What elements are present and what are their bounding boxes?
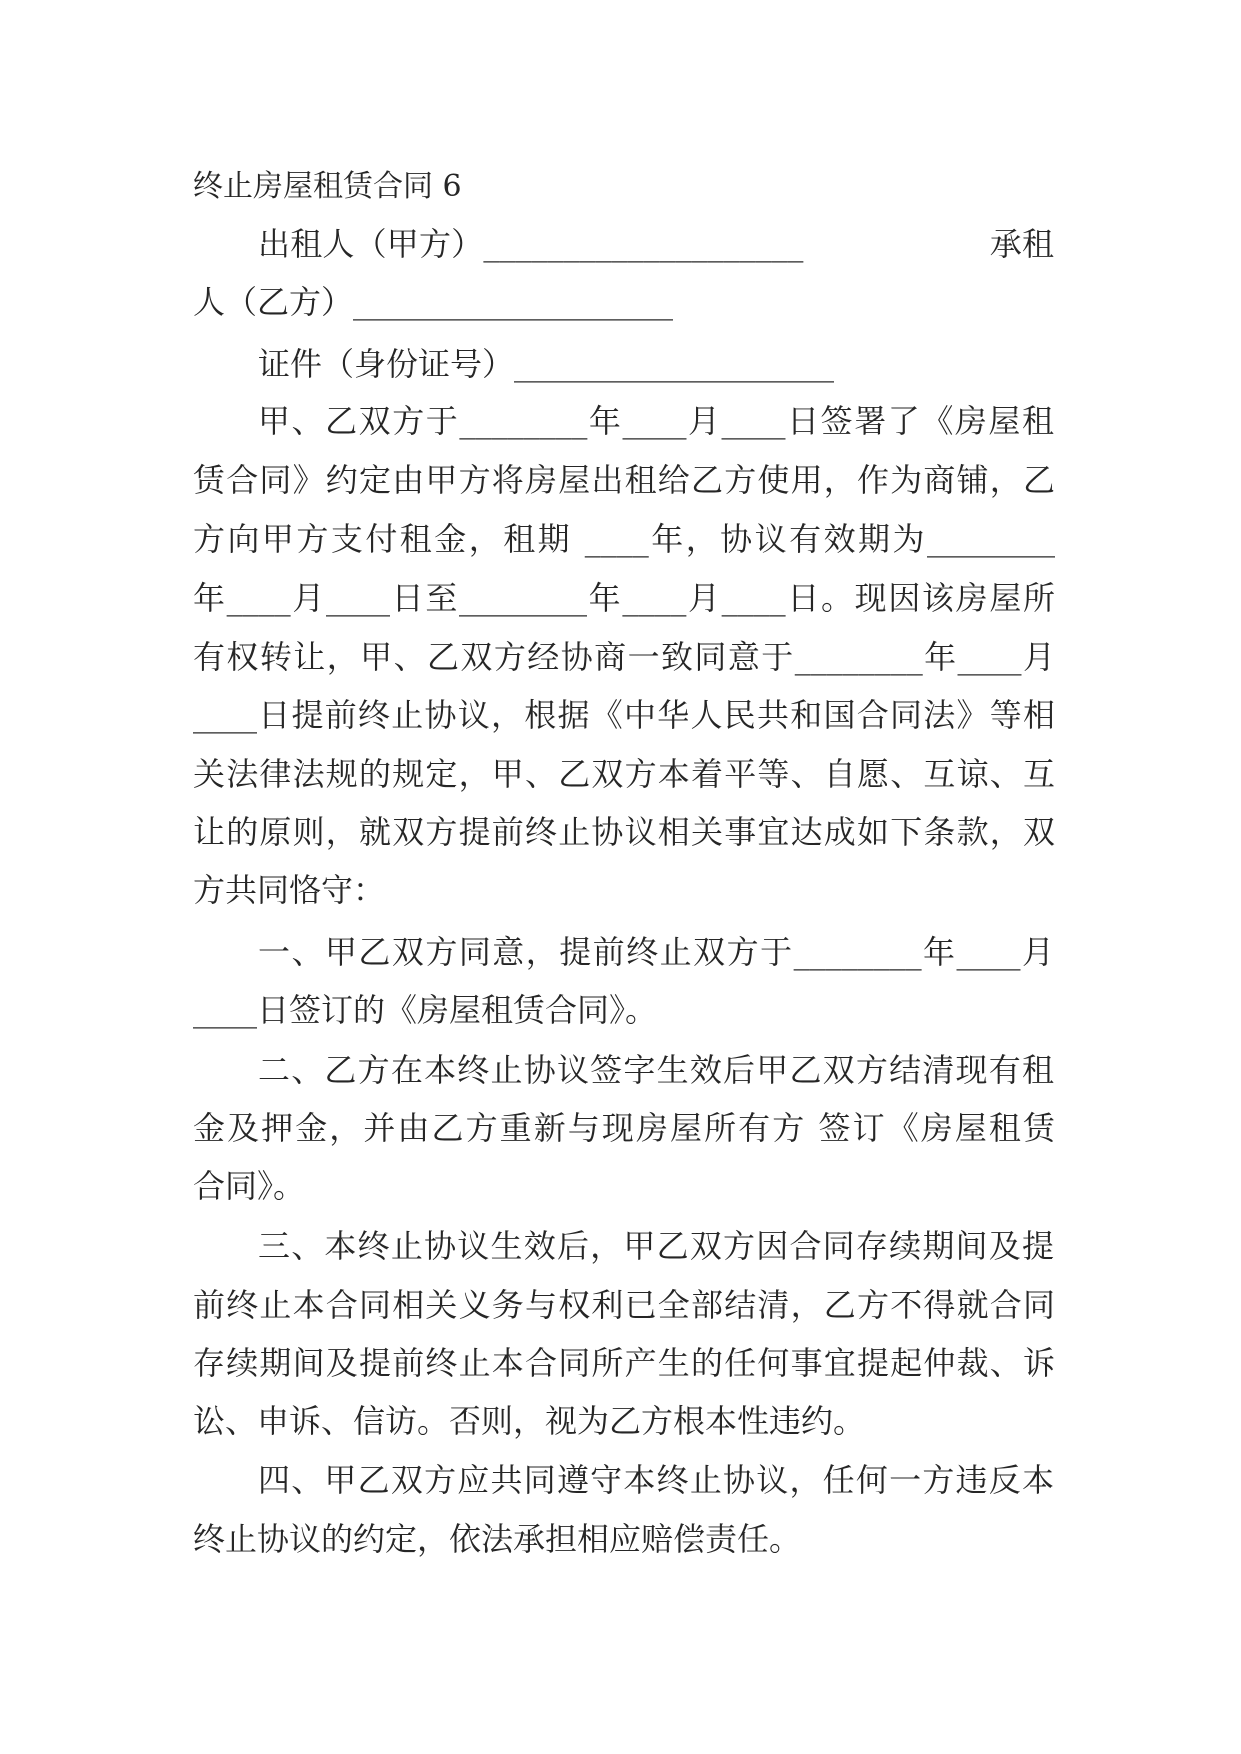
party-b-line: 人（乙方）____________________ <box>193 283 674 321</box>
clause-4-line: 终止协议的约定，依法承担相应赔偿责任。 <box>193 1520 802 1558</box>
clause-2-line: 金及押金，并由乙方重新与现房屋所有方 签订《房屋租赁 <box>193 1109 1055 1147</box>
document-title: 终止房屋租赁合同 6 <box>193 169 462 204</box>
body-line: 方共同恪守： <box>193 871 386 909</box>
party-a-line: 出租人（甲方）____________________ 承租 <box>258 225 1054 263</box>
id-number-line: 证件（身份证号）____________________ <box>258 345 835 383</box>
body-line: 让的原则，就双方提前终止协议相关事宜达成如下条款，双 <box>193 813 1055 851</box>
body-line: 年____月____日至________年____月____日。现因该房屋所 <box>193 579 1055 617</box>
body-line: 关法律法规的规定，甲、乙双方本着平等、自愿、互谅、互 <box>193 755 1055 793</box>
clause-2-line: 合同》。 <box>193 1167 306 1205</box>
body-line: 甲、乙双方于________年____月____日签署了《房屋租 <box>258 402 1054 440</box>
clause-1-line: ____日签订的《房屋租赁合同》。 <box>193 991 658 1029</box>
clause-3-line: 存续期间及提前终止本合同所产生的任何事宜提起仲裁、诉 <box>193 1344 1055 1382</box>
body-line: 有权转让，甲、乙双方经协商一致同意于________年____月 <box>193 638 1055 676</box>
body-line: 赁合同》约定由甲方将房屋出租给乙方使用，作为商铺，乙 <box>193 461 1055 499</box>
clause-3-line: 三、本终止协议生效后，甲乙双方因合同存续期间及提 <box>258 1227 1054 1265</box>
clause-3-line: 讼、申诉、信访。否则，视为乙方根本性违约。 <box>193 1402 866 1440</box>
clause-4-line: 四、甲乙双方应共同遵守本终止协议，任何一方违反本 <box>258 1461 1054 1499</box>
body-line: ____日提前终止协议，根据《中华人民共和国合同法》等相 <box>193 696 1055 734</box>
clause-1-line: 一、甲乙双方同意，提前终止双方于________年____月 <box>258 933 1054 971</box>
clause-3-line: 前终止本合同相关义务与权利已全部结清，乙方不得就合同 <box>193 1286 1055 1324</box>
body-line: 方向甲方支付租金，租期 ____年，协议有效期为________ <box>193 520 1055 558</box>
clause-2-line: 二、乙方在本终止协议签字生效后甲乙双方结清现有租 <box>258 1051 1054 1089</box>
